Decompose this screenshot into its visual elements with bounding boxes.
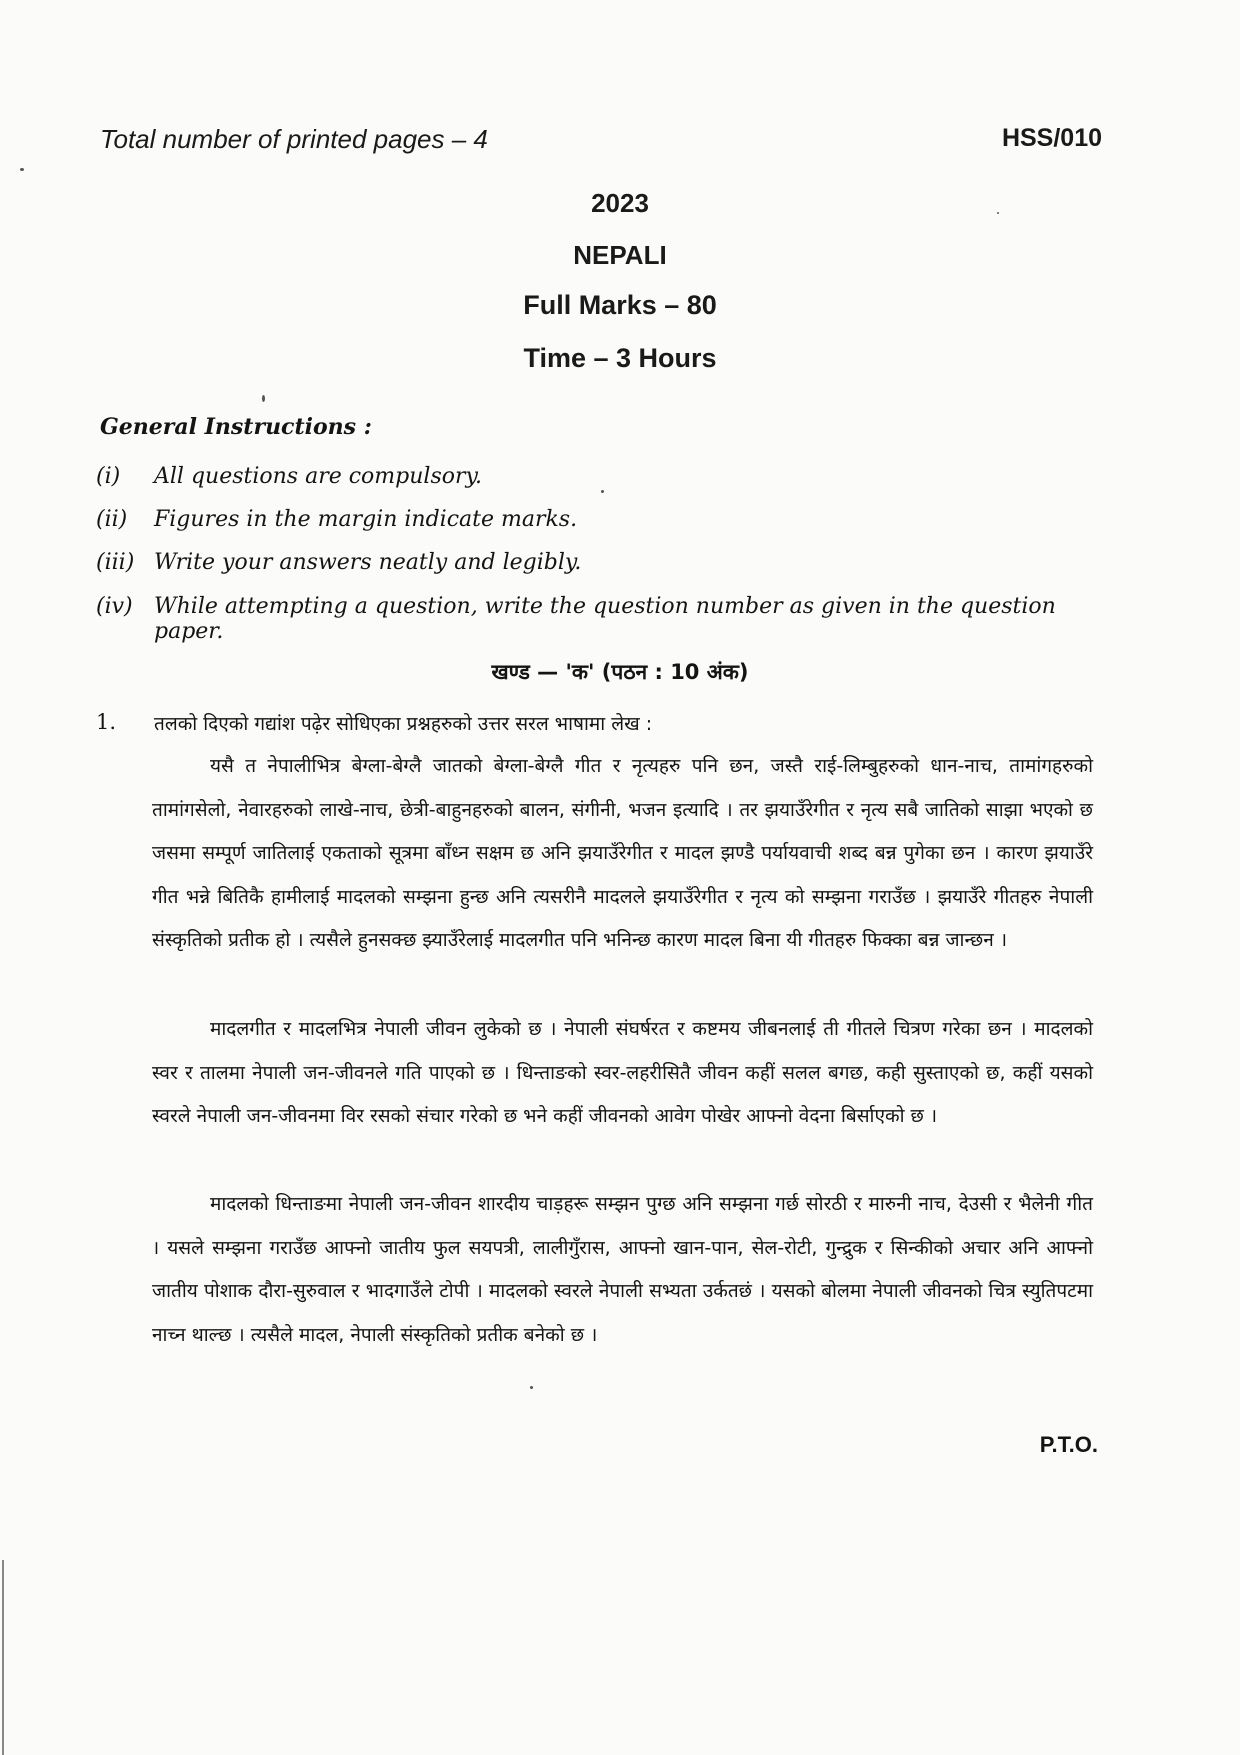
scan-speck — [530, 1386, 533, 1389]
scan-speck — [20, 168, 24, 171]
passage-paragraph-2: मादलगीत र मादलभित्र नेपाली जीवन लुकेको छ । नेपाली संघर्षरत र कष्टमय जीबनलाई ती गीतले चित्रण गरेका छन । मादलको स्वर र तालमा नेपाली जन-जीवनले गति पाएको छ । धिन्ताङको स्वर-लहरीसितै जीवन कहीं सलल बगछ, कही सुस्ताएको छ, कहीं यसको स्वरले नेपाली जन-जीवनमा विर रसको संचार गरेको छ भने कहीं जीवनको आवेग पोखेर आफ्नो वेदना बिर्साएको छ । — [152, 1018, 1093, 1127]
exam-time: Time – 3 Hours — [523, 343, 717, 373]
instruction-number: (ii) — [96, 507, 128, 532]
instruction-text: While attempting a question, write the question number as given in the question paper. — [154, 594, 1056, 644]
full-marks: Full Marks – 80 — [523, 290, 717, 320]
exam-year: 2023 — [591, 188, 649, 218]
instruction-item — [96, 594, 1116, 644]
instruction-number: (i) — [96, 464, 121, 489]
instruction-item — [96, 464, 1116, 489]
scan-edge — [2, 1560, 4, 1755]
question-prompt: तलको दिएको गद्यांश पढ़ेर सोधिएका प्रश्नहरुको उत्तर सरल भाषामा लेख : — [154, 713, 653, 735]
instruction-number: (iv) — [96, 594, 133, 619]
scan-speck — [601, 490, 604, 493]
instruction-number: (iii) — [96, 550, 135, 575]
question-number: 1. — [96, 710, 117, 734]
passage-paragraph-3: मादलको धिन्ताङमा नेपाली जन-जीवन शारदीय चाड़हरू सम्झन पुग्छ अनि सम्झना गर्छ सोरठी र मारुनी नाच, देउसी र भैलेनी गीत । यसले सम्झना गराउँछ आफ्नो जातीय फुल सयपत्री, लालीगुँरास, आफ्नो खान-पान, सेल-रोटी, गुन्द्रुक र सिन्कीको अचार अनि आफ्नो जातीय पोशाक दौरा-सुरुवाल र भादगाउँले टोपी । मादलको स्वरले नेपाली सभ्यता उर्कतछं । यसको बोलमा नेपाली जीवनको चित्र स्युतिपटमा नाच्न थाल्छ । त्यसैले मादल, नेपाली संस्कृतिको प्रतीक बनेको छ । — [152, 1193, 1093, 1346]
please-turn-over: P.T.O. — [1039, 1432, 1098, 1457]
passage-paragraph-1: यसै त नेपालीभित्र बेग्ला-बेग्लै जातको बेग्ला-बेग्लै गीत र नृत्यहरु पनि छन, जस्तै राई-लिम्बुहरुको धान-नाच, तामांगहरुको तामांगसेलो, नेवारहरुको लाखे-नाच, छेत्री-बाहुनहरुको बालन, संगीनी, भजन इत्यादि । तर झयाउँरेगीत र नृत्य सबै जातिको साझा भएको छ जसमा सम्पूर्ण जातिलाई एकताको सूत्रमा बाँध्न सक्षम छ अनि झयाउँरेगीत र मादल झण्डै पर्यायवाची शब्द बन्न पुगेका छन । कारण झयाउँरे गीत भन्ने बितिकै हामीलाई मादलको सम्झना हुन्छ अनि त्यसरीनै मादलले झयाउँरेगीत र नृत्य को सम्झना गराउँछ । झयाउँरे गीतहरु नेपाली संस्कृतिको प्रतीक हो । त्यसैले हुनसक्छ झ्याउँरेलाई मादलगीत पनि भनिन्छ कारण मादल बिना यी गीतहरु फिक्का बन्न जान्छन । — [152, 755, 1093, 951]
question-1 — [96, 710, 1096, 736]
general-instructions-title: General Instructions : — [100, 414, 372, 440]
printed-pages-note: Total number of printed pages – 4 — [100, 124, 488, 154]
scan-speck — [997, 212, 999, 214]
section-heading: खण्ड — 'क' (पठन : 10 अंक) — [491, 660, 749, 684]
paper-code: HSS/010 — [1001, 124, 1102, 152]
instruction-item — [96, 550, 1116, 575]
instruction-text: Figures in the margin indicate marks. — [154, 507, 578, 532]
scan-speck — [262, 395, 265, 402]
exam-subject: NEPALI — [573, 240, 667, 270]
instruction-item — [96, 507, 1116, 532]
instruction-text: Write your answers neatly and legibly. — [154, 550, 582, 575]
instruction-text: All questions are compulsory. — [154, 464, 483, 489]
